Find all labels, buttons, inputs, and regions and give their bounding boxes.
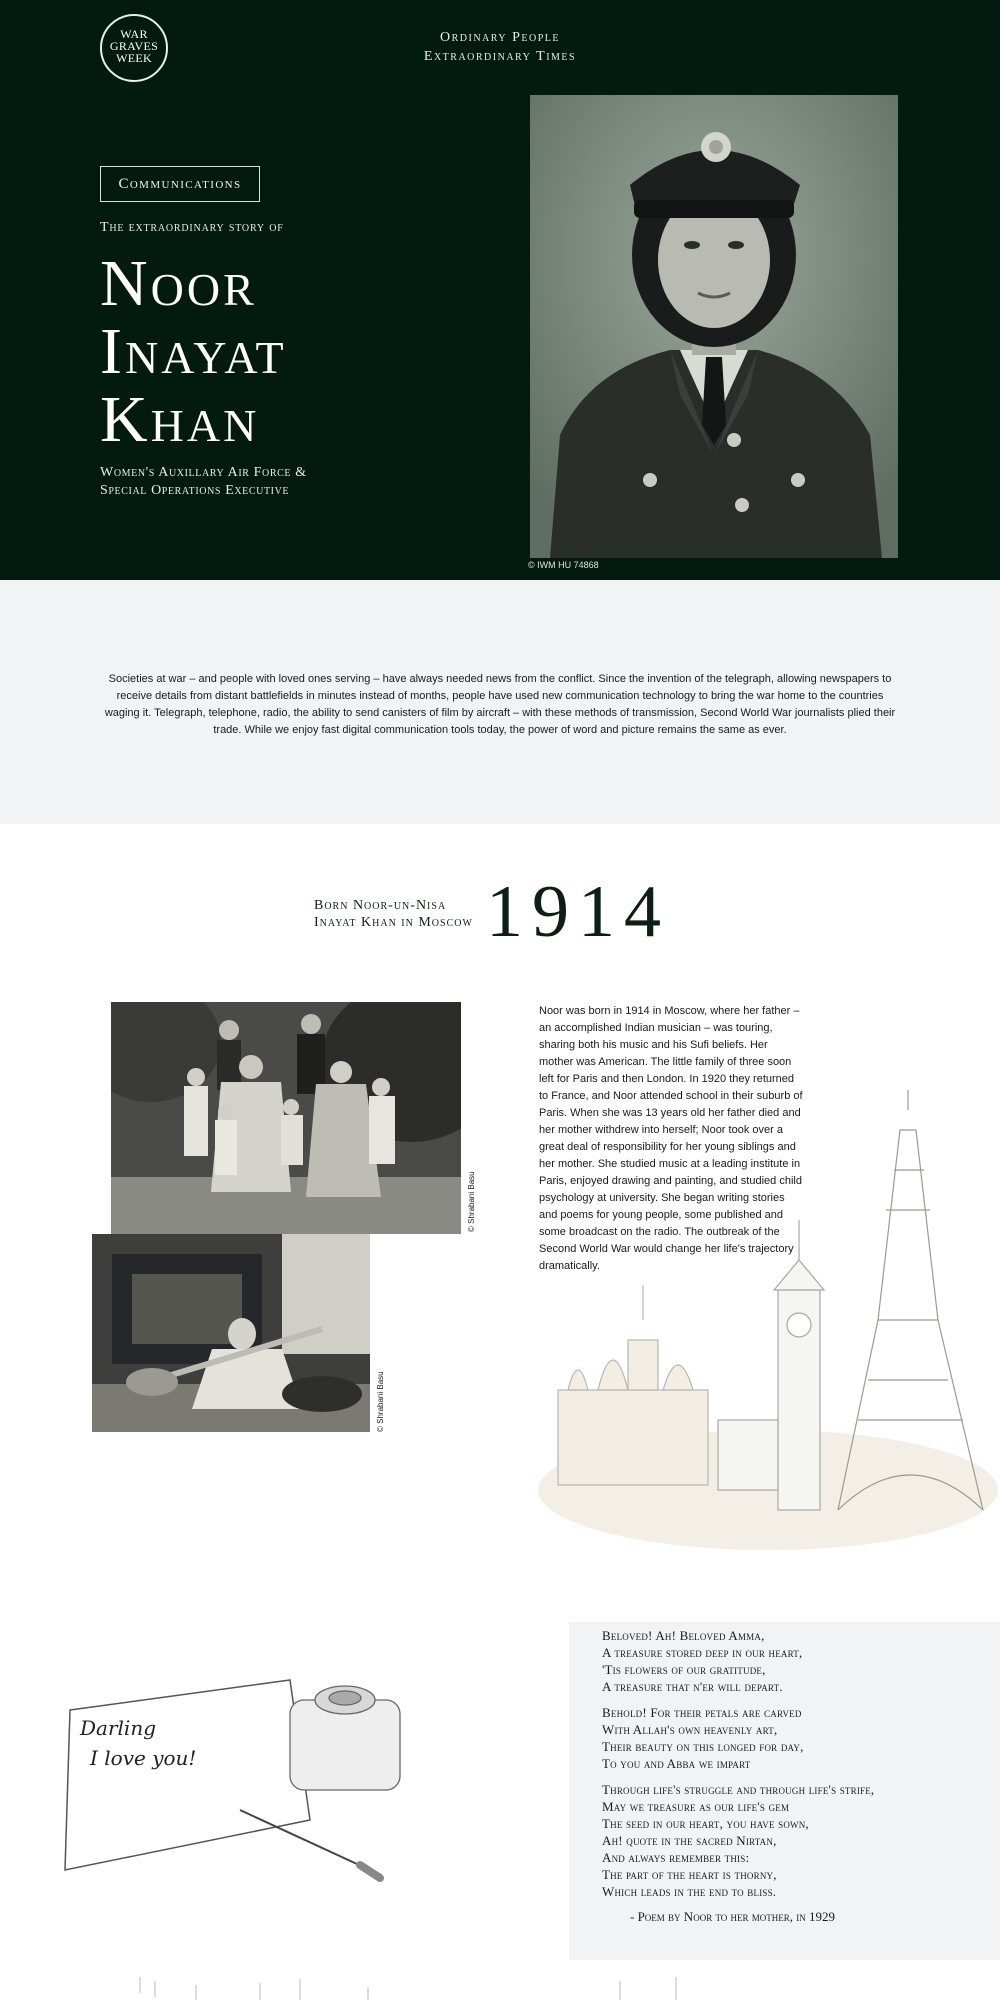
portrait-photo bbox=[530, 95, 898, 558]
poem-line: A treasure that n'er will depart. bbox=[602, 1679, 783, 1694]
portrait-photo-credit: © IWM HU 74868 bbox=[528, 560, 599, 570]
logo-line-2: GRAVES bbox=[109, 39, 159, 53]
tagline-line-2: Extraordinary Times bbox=[423, 49, 577, 64]
service-description bbox=[100, 464, 307, 500]
poem-line: Which leads in the end to bliss. bbox=[602, 1884, 777, 1899]
poem-credit: - Poem by Noor to her mother, in 1929 bbox=[630, 1909, 836, 1924]
poem-stanza-3 bbox=[602, 1781, 874, 1900]
poem-line: The seed in our heart, you have sown, bbox=[602, 1816, 809, 1831]
poem-line: Through life's struggle and through life's strife, bbox=[602, 1782, 875, 1797]
poem-line: Beloved! Ah! Beloved Amma, bbox=[602, 1628, 765, 1643]
intro-paragraph: Societies at war – and people with loved ones serving – have always needed news from the conflict. Since the invention of the telegraph, allowing newspapers to receive details from distant battlefields in minutes instead of months, people have used new communication technology to bring the war home to the countries waging it. Telegraph, telephone, radio, the ability to send canisters of film by aircraft – with these methods of transmission, Second World War journalists plied their trade. While we enjoy fast digital communication tools today, the power of word and picture remains the same as ever. bbox=[104, 673, 896, 736]
site-tagline bbox=[380, 28, 620, 66]
poem-line: And always remember this: bbox=[602, 1850, 750, 1865]
war-graves-week-logo[interactable] bbox=[100, 14, 168, 82]
poem-line: May we treasure as our life's gem bbox=[602, 1799, 790, 1814]
poem-line: 'Tis flowers of our gratitude, bbox=[602, 1662, 766, 1677]
poem-line: Ah! quote in the sacred Nirtan, bbox=[602, 1833, 777, 1848]
landmarks-illustration bbox=[538, 1090, 1000, 1560]
poem-line: A treasure stored deep in our heart, bbox=[602, 1645, 803, 1660]
instrument-photo-illustration bbox=[92, 1234, 370, 1432]
logo-line-3: WEEK bbox=[116, 51, 152, 65]
inkwell-sketch bbox=[60, 1660, 440, 1890]
category-tag[interactable]: Communications bbox=[100, 166, 260, 202]
birth-year: 1914 bbox=[486, 871, 670, 953]
service-line-2: Special Operations Executive bbox=[100, 483, 290, 498]
bottom-sketch-edge bbox=[0, 1975, 1000, 2000]
tagline-line-1: Ordinary People bbox=[439, 30, 560, 45]
family-photo-credit: © Shrabani Basu bbox=[467, 1171, 476, 1232]
service-line-1: Women's Auxillary Air Force & bbox=[100, 465, 307, 480]
noor-playing-instrument-photo bbox=[92, 1234, 370, 1432]
logo-line-1: WAR bbox=[120, 27, 148, 41]
biography-paragraph: Noor was born in 1914 in Moscow, where her father – an accomplished Indian musician – was touring, sharing both his music and his Sufi beliefs. Her mother was American. The little family of three soon left for Paris and then London. In 1920 they returned to France, and Noor attended school in their suburb of Paris. When she was 13 years old her father died and her mother withdrew into herself; Noor took over a great deal of responsibility for her young siblings and her mother. She studied music at a leading institute in Paris, enjoyed drawing and painting, and studied child psychology at university. She began writing stories and poems for young people, some published and some broadcast on the radio. The outbreak of the Second World War would change her life's trajectory dramatically. bbox=[539, 1005, 803, 1272]
hero-name-line-3: Khan bbox=[100, 383, 260, 456]
poem-line: With Allah's own heavenly art, bbox=[602, 1722, 778, 1737]
birth-label bbox=[314, 897, 473, 931]
letter-line-2: I love you! bbox=[90, 1746, 197, 1770]
bottom-sketch-lines bbox=[0, 1975, 1000, 2000]
instrument-photo-credit: © Shrabani Basu bbox=[376, 1371, 385, 1432]
inkwell-letter-illustration bbox=[60, 1660, 440, 1890]
family-photo-illustration bbox=[111, 1002, 461, 1234]
poem-line: Their beauty on this longed for day, bbox=[602, 1739, 804, 1754]
hero-name-line-2: Inayat bbox=[100, 315, 287, 388]
hero-subtitle: The extraordinary story of bbox=[100, 220, 284, 235]
poem-stanza-1 bbox=[602, 1627, 802, 1695]
poem-line: Behold! For their petals are carved bbox=[602, 1705, 802, 1720]
birth-label-line-1: Born Noor-un-Nisa bbox=[314, 898, 447, 913]
birth-label-line-2: Inayat Khan in Moscow bbox=[314, 915, 473, 930]
hero-name-line-1: Noor bbox=[100, 247, 257, 320]
poem-stanza-2 bbox=[602, 1704, 804, 1772]
portrait-illustration bbox=[530, 95, 898, 558]
poem-line: The part of the heart is thorny, bbox=[602, 1867, 777, 1882]
letter-line-1: Darling bbox=[80, 1716, 156, 1740]
moscow-london-paris-sketch bbox=[538, 1090, 1000, 1560]
family-photo bbox=[111, 1002, 461, 1234]
poem-line: To you and Abba we impart bbox=[602, 1756, 751, 1771]
